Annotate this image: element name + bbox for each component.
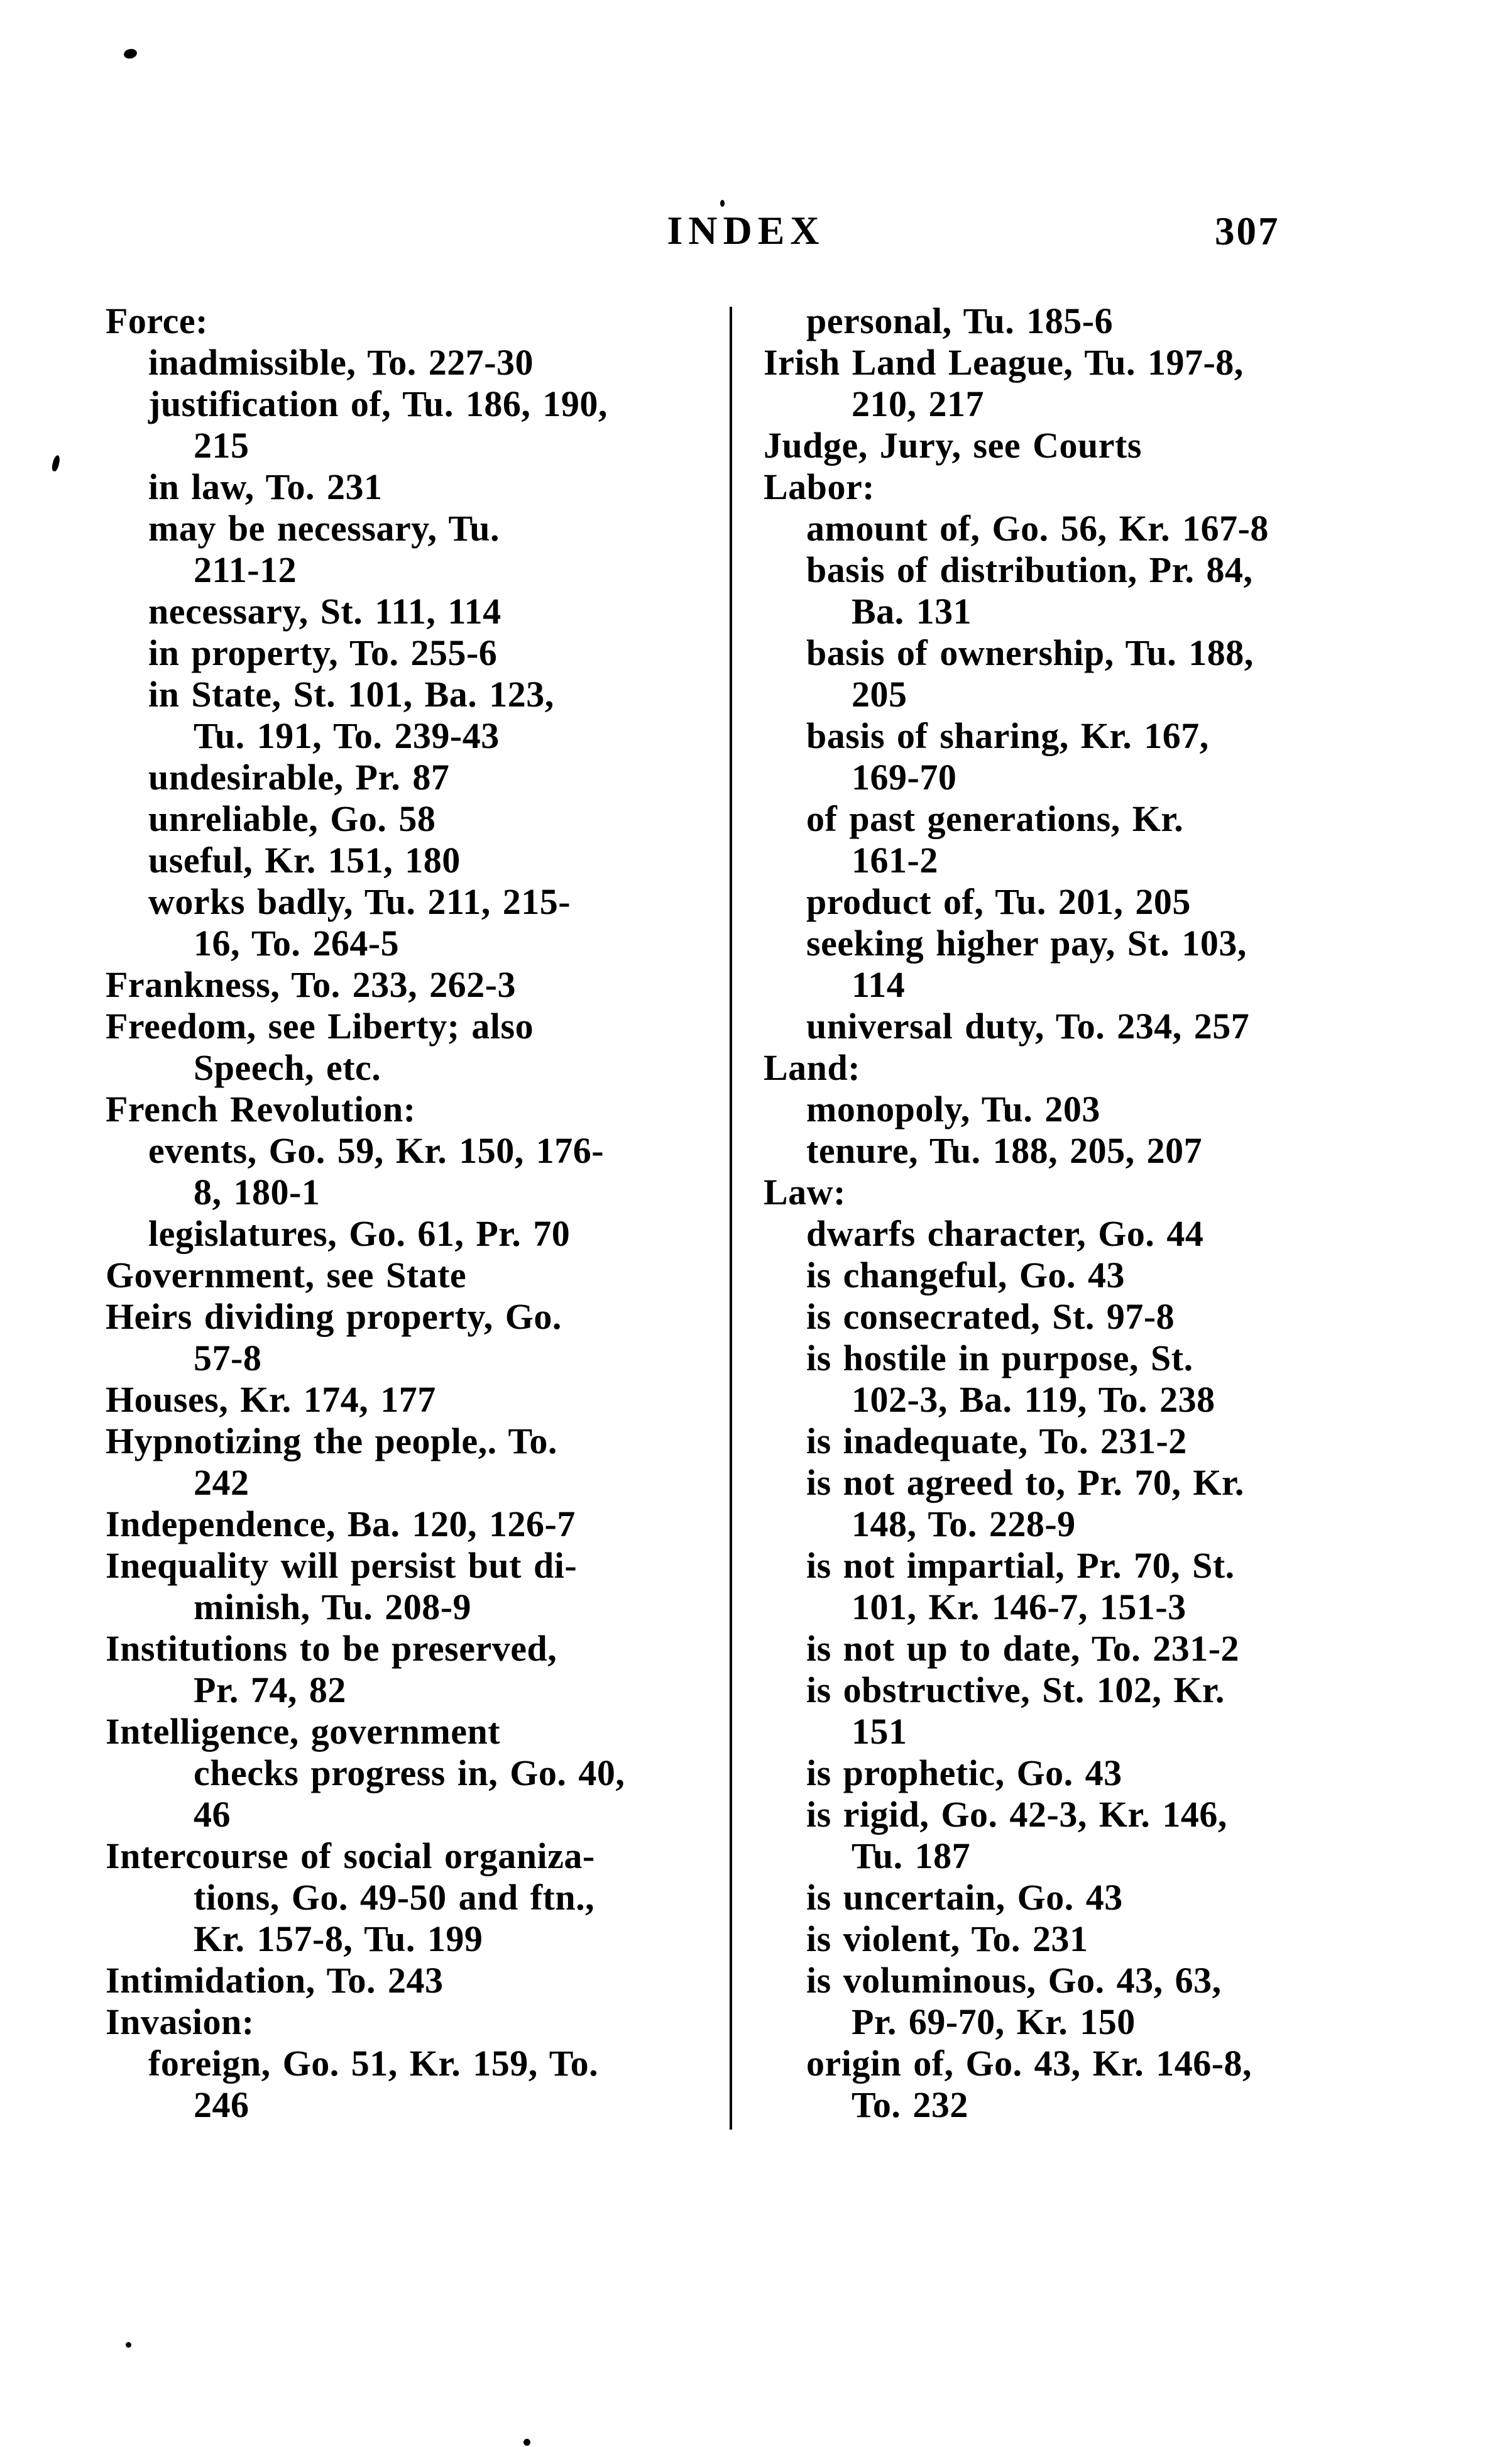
index-line: Land:	[764, 1047, 861, 1088]
index-line: 205	[852, 674, 907, 715]
index-line: is prophetic, Go. 43	[806, 1752, 1122, 1793]
index-line: 114	[852, 964, 906, 1005]
index-line: inadmissible, To. 227-30	[148, 342, 534, 383]
index-line: checks progress in, Go. 40,	[194, 1752, 625, 1793]
index-line: Force:	[106, 300, 208, 341]
index-line: in property, To. 255-6	[148, 632, 498, 673]
index-line: works badly, Tu. 211, 215-	[148, 881, 571, 922]
ink-speck	[123, 48, 138, 60]
index-line: 16, To. 264-5	[194, 923, 400, 964]
index-line: Independence, Ba. 120, 126-7	[106, 1504, 576, 1544]
index-line: is changeful, Go. 43	[806, 1255, 1125, 1295]
index-line: 101, Kr. 146-7, 151-3	[852, 1586, 1186, 1627]
index-line: 57-8	[194, 1338, 262, 1378]
index-line: 148, To. 228-9	[852, 1504, 1076, 1544]
index-line: monopoly, Tu. 203	[806, 1089, 1100, 1130]
index-line: 242	[194, 1462, 249, 1503]
index-line: undesirable, Pr. 87	[148, 757, 450, 798]
index-line: Irish Land League, Tu. 197-8,	[764, 342, 1244, 383]
index-line: 169-70	[852, 757, 957, 798]
index-line: seeking higher pay, St. 103,	[806, 923, 1247, 964]
index-line: foreign, Go. 51, Kr. 159, To.	[148, 2043, 599, 2084]
index-line: French Revolution:	[106, 1089, 416, 1130]
index-line: tions, Go. 49-50 and ftn.,	[194, 1877, 595, 1918]
index-line: origin of, Go. 43, Kr. 146-8,	[806, 2043, 1252, 2084]
page-title: INDEX	[667, 208, 825, 253]
index-line: Freedom, see Liberty; also	[106, 1006, 534, 1047]
index-line: is rigid, Go. 42-3, Kr. 146,	[806, 1794, 1227, 1835]
index-line: universal duty, To. 234, 257	[806, 1006, 1250, 1047]
ink-speck	[126, 2342, 131, 2348]
index-line: Law:	[764, 1172, 846, 1213]
index-line: Invasion:	[106, 2001, 255, 2042]
index-line: of past generations, Kr.	[806, 798, 1184, 839]
index-line: 151	[852, 1711, 907, 1752]
index-line: basis of ownership, Tu. 188,	[806, 632, 1254, 673]
index-line: is consecrated, St. 97-8	[806, 1296, 1175, 1337]
index-line: Ba. 131	[852, 591, 972, 632]
index-line: dwarfs character, Go. 44	[806, 1213, 1204, 1254]
ink-speck	[720, 200, 725, 207]
index-line: 46	[194, 1794, 231, 1835]
index-line: Government, see State	[106, 1255, 467, 1295]
index-line: 102-3, Ba. 119, To. 238	[852, 1379, 1215, 1420]
index-line: Hypnotizing the people,. To.	[106, 1421, 557, 1461]
index-line: product of, Tu. 201, 205	[806, 881, 1191, 922]
index-line: Pr. 69-70, Kr. 150	[852, 2001, 1136, 2042]
index-line: is not agreed to, Pr. 70, Kr.	[806, 1462, 1244, 1503]
index-line: is hostile in purpose, St.	[806, 1338, 1193, 1378]
index-line: 246	[194, 2084, 249, 2125]
index-line: Pr. 74, 82	[194, 1669, 346, 1710]
index-line: Inequality will persist but di-	[106, 1545, 578, 1586]
index-line: in law, To. 231	[148, 466, 383, 507]
index-line: is not impartial, Pr. 70, St.	[806, 1545, 1235, 1586]
index-line: Frankness, To. 233, 262-3	[106, 964, 516, 1005]
index-line: Institutions to be preserved,	[106, 1628, 557, 1669]
index-line: 215	[194, 425, 249, 466]
index-line: 8, 180-1	[194, 1172, 320, 1213]
index-line: unreliable, Go. 58	[148, 798, 436, 839]
index-line: Judge, Jury, see Courts	[764, 425, 1142, 466]
index-line: useful, Kr. 151, 180	[148, 840, 461, 881]
index-line: Intelligence, government	[106, 1711, 501, 1752]
index-line: is voluminous, Go. 43, 63,	[806, 1960, 1222, 2001]
index-line: is uncertain, Go. 43	[806, 1877, 1123, 1918]
ink-speck	[523, 2439, 530, 2446]
index-line: justification of, Tu. 186, 190,	[148, 383, 608, 424]
index-line: Intimidation, To. 243	[106, 1960, 444, 2001]
index-line: Labor:	[764, 466, 875, 507]
index-line: Kr. 157-8, Tu. 199	[194, 1918, 483, 1959]
index-line: To. 232	[852, 2084, 968, 2125]
index-column-right	[764, 300, 1449, 2126]
index-line: 211-12	[194, 549, 297, 590]
index-line: tenure, Tu. 188, 205, 207	[806, 1130, 1203, 1171]
index-line: 210, 217	[852, 383, 984, 424]
index-line: amount of, Go. 56, Kr. 167-8	[806, 508, 1269, 549]
index-line: is violent, To. 231	[806, 1918, 1088, 1959]
index-line: Tu. 187	[852, 1835, 971, 1876]
index-line: events, Go. 59, Kr. 150, 176-	[148, 1130, 605, 1171]
index-line: may be necessary, Tu.	[148, 508, 500, 549]
index-line: Tu. 191, To. 239-43	[194, 715, 500, 756]
index-line: is inadequate, To. 231-2	[806, 1421, 1187, 1461]
index-line: basis of distribution, Pr. 84,	[806, 549, 1253, 590]
index-line: is not up to date, To. 231-2	[806, 1628, 1240, 1669]
index-line: personal, Tu. 185-6	[806, 300, 1114, 341]
index-line: 161-2	[852, 840, 938, 881]
index-line: necessary, St. 111, 114	[148, 591, 501, 632]
index-line: is obstructive, St. 102, Kr.	[806, 1669, 1225, 1710]
index-line: Speech, etc.	[194, 1047, 381, 1088]
page-number: 307	[1215, 209, 1280, 253]
ink-speck	[51, 454, 61, 472]
index-line: legislatures, Go. 61, Pr. 70	[148, 1213, 571, 1254]
index-line: Heirs dividing property, Go.	[106, 1296, 562, 1337]
index-column-left	[106, 300, 731, 2126]
index-line: basis of sharing, Kr. 167,	[806, 715, 1209, 756]
index-line: Houses, Kr. 174, 177	[106, 1379, 436, 1420]
index-line: Intercourse of social organiza-	[106, 1835, 595, 1876]
index-line: minish, Tu. 208-9	[194, 1586, 472, 1627]
index-line: in State, St. 101, Ba. 123,	[148, 674, 554, 715]
